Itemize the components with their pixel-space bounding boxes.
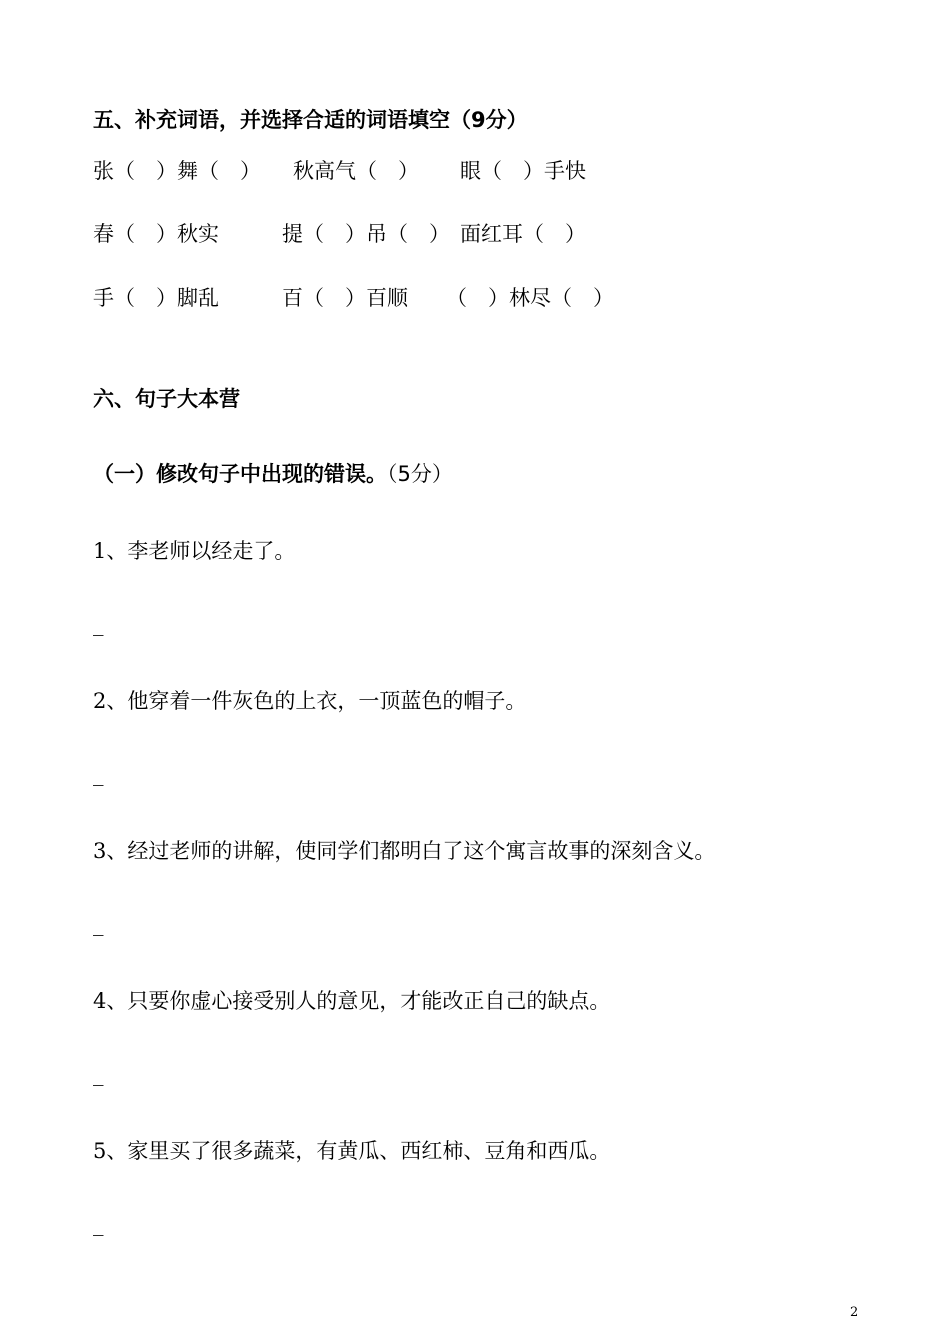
subsection-title: （一）修改句子中出现的错误。 [93, 462, 387, 486]
answer-line-4[interactable]: _ [93, 1062, 104, 1086]
answer-line-2[interactable]: _ [93, 762, 104, 786]
answer-line-1[interactable]: _ [93, 612, 104, 636]
idiom-cell: 张（ ）舞（ ） [93, 159, 261, 183]
section6-title: 六、句子大本营 [93, 387, 240, 411]
sentence-item-5: 5、家里买了很多蔬菜，有黄瓜、西红柿、豆角和西瓜。 [93, 1139, 611, 1163]
subsection-score: （5分） [387, 462, 453, 486]
idiom-cell: 手（ ）脚乱 [93, 286, 219, 310]
idiom-cell: （ ）林尽（ ） [446, 286, 614, 310]
sentence-item-3: 3、经过老师的讲解，使同学们都明白了这个寓言故事的深刻含义。 [93, 839, 716, 863]
idiom-cell: 眼（ ）手快 [460, 159, 586, 183]
sentence-item-1: 1、李老师以经走了。 [93, 539, 296, 563]
sentence-item-4: 4、只要你虚心接受别人的意见，才能改正自己的缺点。 [93, 989, 611, 1013]
idiom-cell: 提（ ）吊（ ） [282, 222, 450, 246]
answer-line-3[interactable]: _ [93, 912, 104, 936]
subsection-heading [93, 458, 453, 488]
idiom-cell: 面红耳（ ） [460, 222, 586, 246]
page-number: 2 [850, 1305, 859, 1320]
answer-line-5[interactable]: _ [93, 1212, 104, 1236]
section5-title: 五、补充词语，并选择合适的词语填空（9分） [93, 108, 528, 132]
idiom-cell: 秋高气（ ） [293, 159, 419, 183]
idiom-cell: 百（ ）百顺 [282, 286, 408, 310]
idiom-cell: 春（ ）秋实 [93, 222, 219, 246]
sentence-item-2: 2、他穿着一件灰色的上衣，一顶蓝色的帽子。 [93, 689, 527, 713]
